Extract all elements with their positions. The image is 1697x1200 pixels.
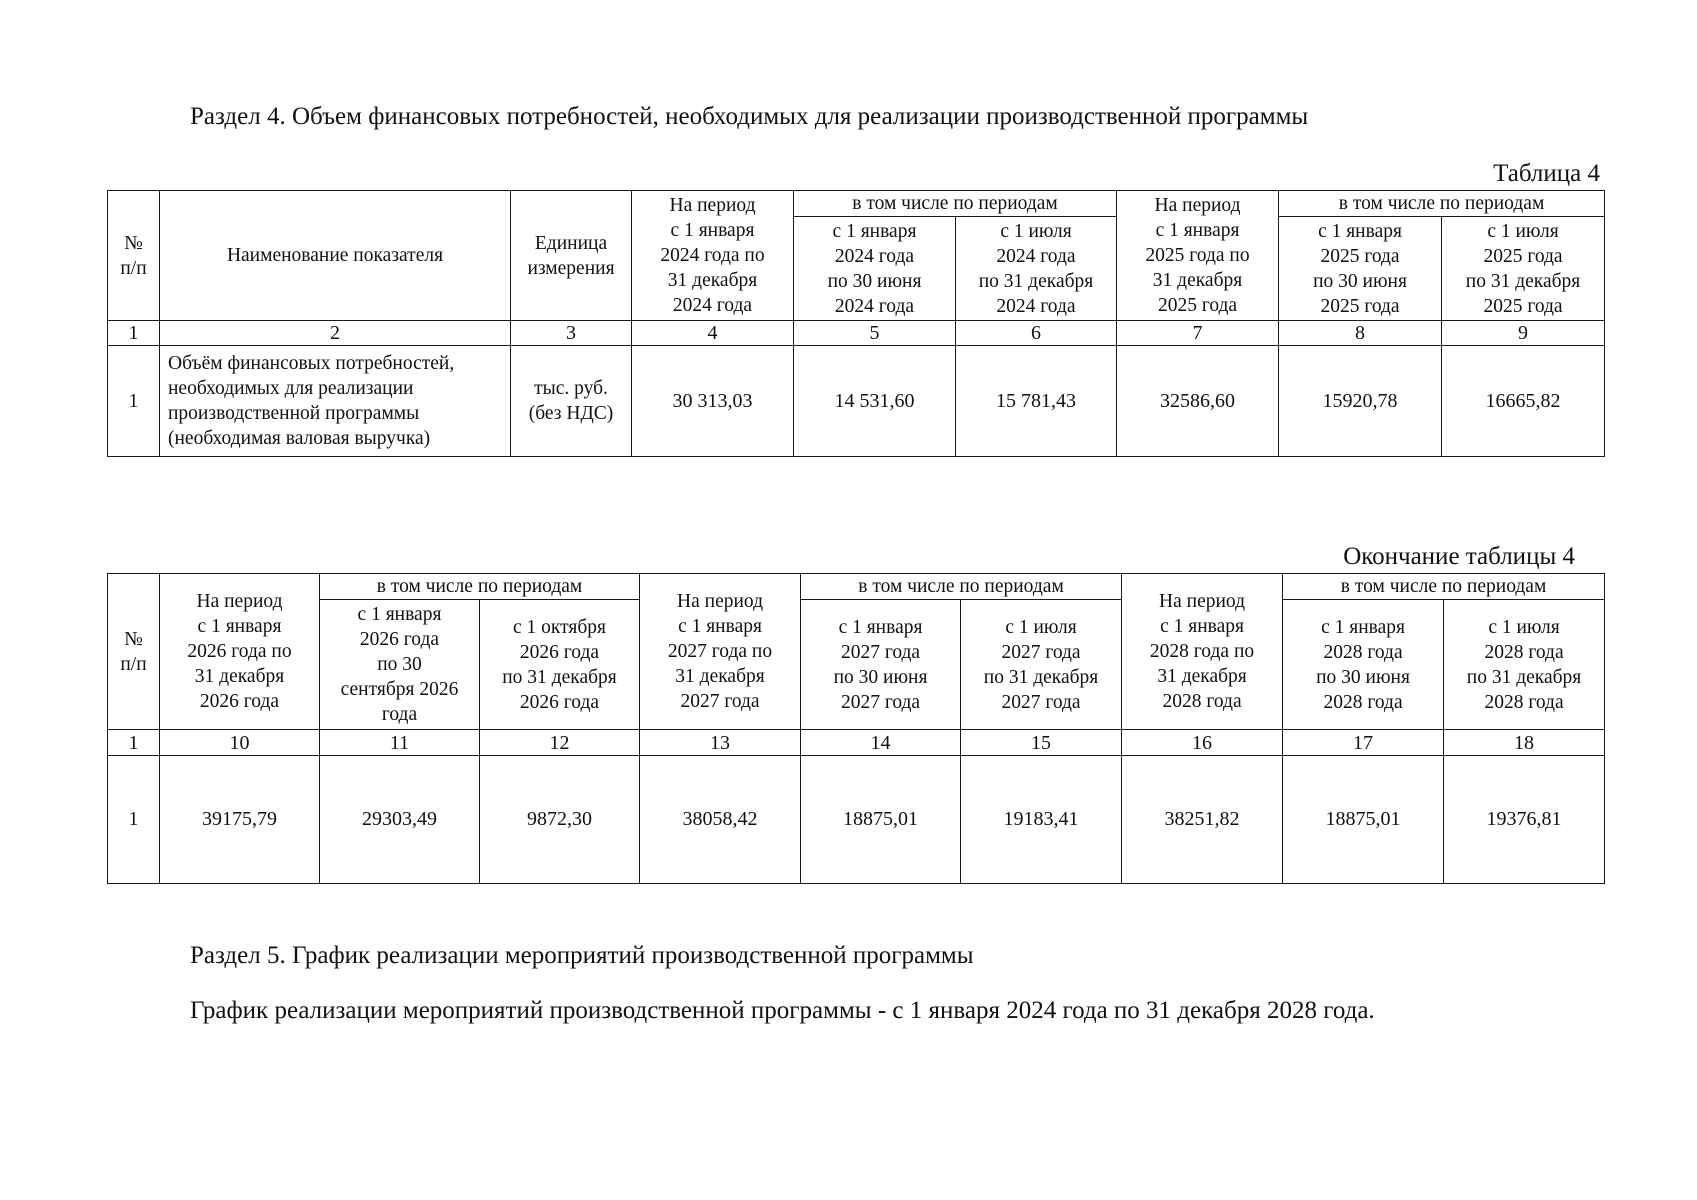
header-group-2026: в том числе по периодам (320, 574, 640, 600)
index-cell: 18 (1444, 730, 1605, 756)
header-col-4: На период с 1 января 2024 года по 31 декабря 2024 года (632, 191, 794, 321)
header-num: № п/п (108, 574, 160, 730)
section-4-title: Раздел 4. Объем финансовых потребностей, необходимых для реализации производственной программы (190, 103, 1309, 130)
header-col-8: с 1 января 2025 года по 30 июня 2025 года (1279, 217, 1442, 321)
value-cell: 32586,60 (1117, 346, 1279, 457)
header-group-2025: в том числе по периодам (1279, 191, 1605, 217)
index-cell: 8 (1279, 321, 1442, 346)
value-cell: 19183,41 (961, 756, 1122, 884)
index-cell: 9 (1442, 321, 1605, 346)
value-cell: 18875,01 (801, 756, 961, 884)
value-cell: 29303,49 (320, 756, 480, 884)
row-num: 1 (108, 346, 160, 457)
header-unit: Единица измерения (511, 191, 632, 321)
header-col-10: На период с 1 января 2026 года по 31 декабря 2026 года (160, 574, 320, 730)
row-unit: тыс. руб. (без НДС) (511, 346, 632, 457)
row-name: Объём финансовых потребностей, необходимых для реализации производственной программы (необходимая валовая выручка) (160, 346, 511, 457)
index-cell: 13 (640, 730, 801, 756)
table-row (108, 756, 1605, 884)
header-num: № п/п (108, 191, 160, 321)
header-col-15: с 1 июля 2027 года по 31 декабря 2027 года (961, 600, 1122, 730)
header-col-7: На период с 1 января 2025 года по 31 декабря 2025 года (1117, 191, 1279, 321)
value-cell: 38058,42 (640, 756, 801, 884)
header-col-11: с 1 января 2026 года по 30 сентября 2026 года (320, 600, 480, 730)
value-cell: 19376,81 (1444, 756, 1605, 884)
index-cell: 5 (794, 321, 956, 346)
header-col-5: с 1 января 2024 года по 30 июня 2024 года (794, 217, 956, 321)
section-5-text: График реализации мероприятий производственной программы - с 1 января 2024 года по 31 декабря 2028 года. (190, 997, 1375, 1024)
index-cell: 15 (961, 730, 1122, 756)
value-cell: 15920,78 (1279, 346, 1442, 457)
table-4 (107, 190, 1605, 457)
index-cell: 1 (108, 321, 160, 346)
index-cell: 2 (160, 321, 511, 346)
header-group-2024: в том числе по периодам (794, 191, 1117, 217)
table-1-caption: Таблица 4 (1493, 160, 1600, 187)
index-row (108, 730, 1605, 756)
header-col-9: с 1 июля 2025 года по 31 декабря 2025 года (1442, 217, 1605, 321)
header-col-16: На период с 1 января 2028 года по 31 декабря 2028 года (1122, 574, 1283, 730)
header-col-6: с 1 июля 2024 года по 31 декабря 2024 года (956, 217, 1117, 321)
index-row (108, 321, 1605, 346)
value-cell: 30 313,03 (632, 346, 794, 457)
value-cell: 38251,82 (1122, 756, 1283, 884)
header-col-12: с 1 октября 2026 года по 31 декабря 2026 года (480, 600, 640, 730)
index-cell: 1 (108, 730, 160, 756)
header-group-2027: в том числе по периодам (801, 574, 1122, 600)
table-2-caption: Окончание таблицы 4 (1343, 543, 1575, 570)
value-cell: 16665,82 (1442, 346, 1605, 457)
header-col-17: с 1 января 2028 года по 30 июня 2028 года (1283, 600, 1444, 730)
value-cell: 18875,01 (1283, 756, 1444, 884)
header-name: Наименование показателя (160, 191, 511, 321)
index-cell: 4 (632, 321, 794, 346)
header-group-2028: в том числе по периодам (1283, 574, 1605, 600)
index-cell: 10 (160, 730, 320, 756)
index-cell: 3 (511, 321, 632, 346)
index-cell: 7 (1117, 321, 1279, 346)
index-cell: 17 (1283, 730, 1444, 756)
index-cell: 16 (1122, 730, 1283, 756)
header-col-13: На период с 1 января 2027 года по 31 декабря 2027 года (640, 574, 801, 730)
row-num: 1 (108, 756, 160, 884)
section-5-title: Раздел 5. График реализации мероприятий производственной программы (190, 942, 974, 969)
value-cell: 9872,30 (480, 756, 640, 884)
index-cell: 14 (801, 730, 961, 756)
header-col-14: с 1 января 2027 года по 30 июня 2027 года (801, 600, 961, 730)
index-cell: 12 (480, 730, 640, 756)
table-4-continuation (107, 573, 1605, 884)
value-cell: 15 781,43 (956, 346, 1117, 457)
table-row (108, 346, 1605, 457)
value-cell: 14 531,60 (794, 346, 956, 457)
index-cell: 11 (320, 730, 480, 756)
value-cell: 39175,79 (160, 756, 320, 884)
header-col-18: с 1 июля 2028 года по 31 декабря 2028 года (1444, 600, 1605, 730)
index-cell: 6 (956, 321, 1117, 346)
